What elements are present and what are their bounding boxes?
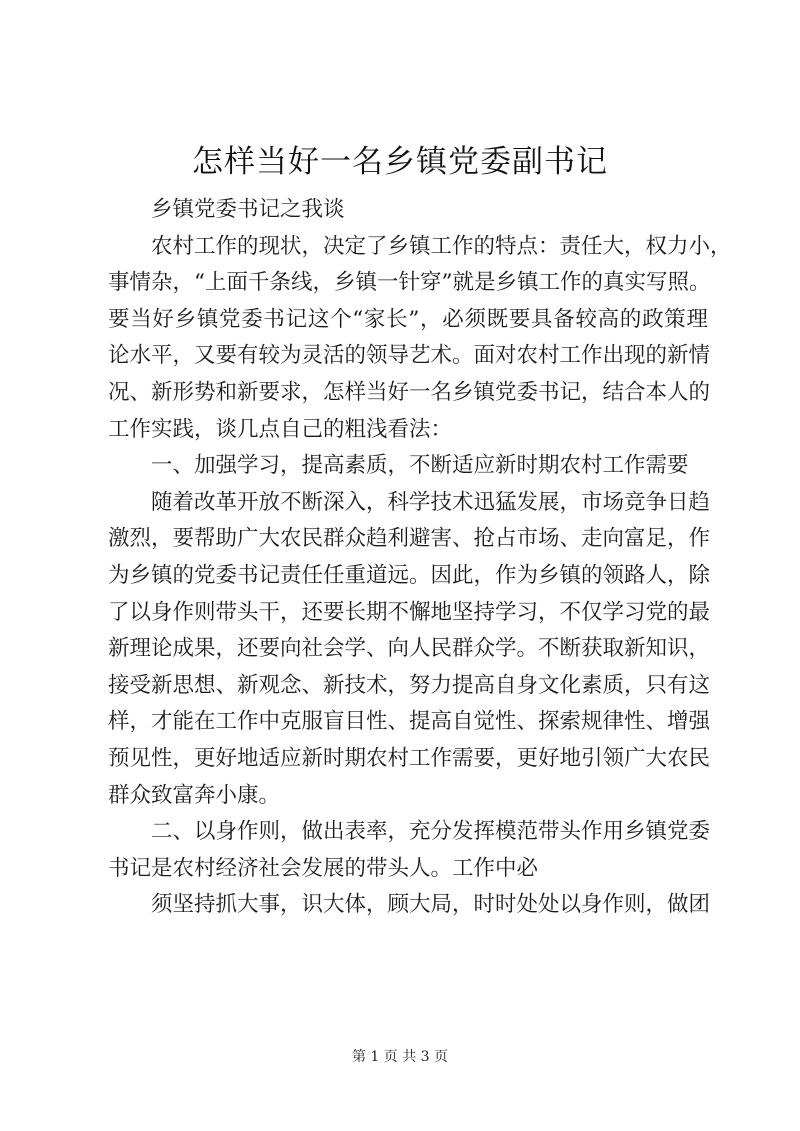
section-heading-line: 一、加强学习，提高素质，不断适应新时期农村工作需要 bbox=[151, 453, 689, 479]
paragraph-line: 了以身作则带头干，还要长期不懈地坚持学习，不仅学习党的最 bbox=[108, 599, 711, 625]
document-body bbox=[108, 192, 732, 924]
paragraph-line: 要当好乡镇党委书记这个“家长”，必须既要具备较高的政策理 bbox=[108, 306, 708, 332]
paragraph-line: 农村工作的现状，决定了乡镇工作的特点：责任大，权力小， bbox=[151, 233, 732, 259]
paragraph-line: 群众致富奔小康。 bbox=[108, 782, 281, 808]
paragraph-line: 为乡镇的党委书记责任任重道远。因此，作为乡镇的领路人，除 bbox=[108, 562, 711, 588]
page-footer: 第 1 页 共 3 页 bbox=[351, 1049, 449, 1065]
paragraph-line: 样，才能在工作中克服盲目性、提高自觉性、探索规律性、增强 bbox=[108, 709, 711, 735]
paragraph-line: 论水平，又要有较为灵活的领导艺术。面对农村工作出现的新情 bbox=[108, 343, 711, 369]
paragraph-line: 预见性，更好地适应新时期农村工作需要，更好地引领广大农民 bbox=[108, 745, 711, 771]
paragraph-line: 随着改革开放不断深入，科学技术迅猛发展，市场竞争日趋 bbox=[151, 489, 711, 515]
paragraph-line: 书记是农村经济社会发展的带头人。工作中必 bbox=[108, 855, 539, 881]
subtitle-line: 乡镇党委书记之我谈 bbox=[151, 197, 345, 222]
paragraph-line: 新理论成果，还要向社会学、向人民群众学。不断获取新知识， bbox=[108, 636, 711, 662]
paragraph-line: 接受新思想、新观念、新技术，努力提高自身文化素质，只有这 bbox=[108, 672, 711, 698]
document-title: 怎样当好一名乡镇党委副书记 bbox=[192, 144, 608, 180]
paragraph-line: 激烈，要帮助广大农民群众趋利避害、抢占市场、走向富足，作 bbox=[108, 526, 711, 552]
paragraph-line: 况、新形势和新要求，怎样当好一名乡镇党委书记，结合本人的 bbox=[108, 379, 711, 405]
paragraph-line: 须坚持抓大事，识大体，顾大局，时时处处以身作则，做团 bbox=[151, 892, 711, 918]
paragraph-line: 工作实践，谈几点自己的粗浅看法： bbox=[108, 416, 453, 442]
section-heading-line: 二、以身作则，做出表率，充分发挥模范带头作用乡镇党委 bbox=[151, 819, 711, 845]
paragraph-line: 事情杂，“上面千条线，乡镇一针穿”就是乡镇工作的真实写照。 bbox=[108, 270, 711, 296]
